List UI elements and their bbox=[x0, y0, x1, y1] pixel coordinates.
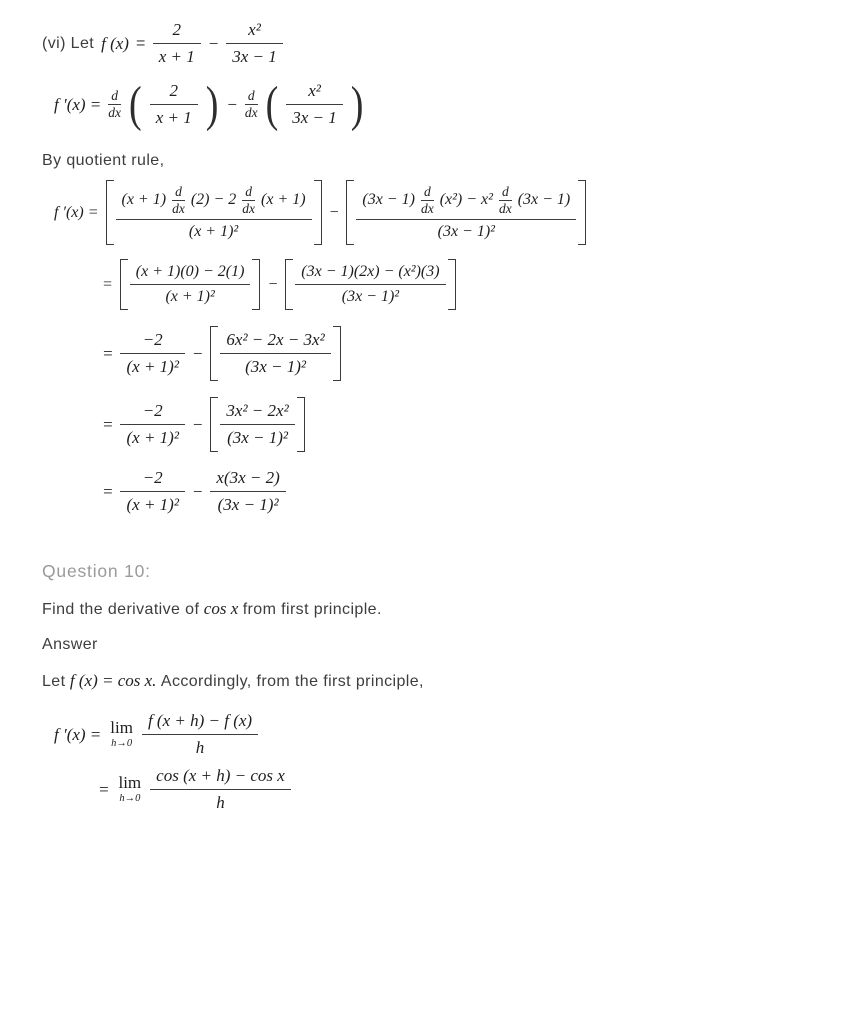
right-square-bracket bbox=[448, 259, 456, 310]
denominator: h bbox=[142, 734, 258, 758]
minus-operator: − bbox=[267, 275, 279, 293]
numerator: x(3x − 2) bbox=[216, 468, 280, 488]
left-square-bracket bbox=[210, 397, 218, 452]
bracket-content bbox=[128, 259, 253, 310]
equals-sign: = bbox=[102, 481, 114, 501]
equation-derivative-setup bbox=[54, 77, 818, 132]
d-dx-operator bbox=[245, 88, 258, 120]
numerator bbox=[116, 184, 312, 219]
bracket-group-right bbox=[346, 180, 586, 245]
fraction bbox=[295, 263, 445, 306]
d-token: d bbox=[245, 184, 253, 199]
equation-final-result bbox=[102, 468, 818, 515]
fraction-result bbox=[210, 468, 285, 515]
setup-text: Let bbox=[42, 673, 66, 691]
denominator: 3x − 1 bbox=[226, 43, 283, 67]
numerator: x² bbox=[248, 20, 261, 39]
denominator: (3x − 1)² bbox=[356, 219, 576, 241]
fraction-2-over-x-plus-1 bbox=[153, 20, 201, 67]
right-square-bracket bbox=[333, 326, 341, 381]
equation-vi-definition bbox=[42, 20, 818, 67]
math-token: (x + 1) bbox=[121, 191, 167, 209]
d-dx-operator bbox=[242, 184, 255, 216]
left-parenthesis: ( bbox=[265, 77, 279, 132]
bracket-group-left bbox=[120, 259, 261, 310]
right-square-bracket bbox=[314, 180, 322, 245]
equation-first-principle bbox=[54, 711, 818, 758]
right-square-bracket bbox=[578, 180, 586, 245]
numerator bbox=[356, 184, 576, 219]
prompt-text: from first principle. bbox=[242, 601, 382, 619]
dx-token: dx bbox=[172, 200, 185, 216]
equation-step-simplify-1 bbox=[102, 326, 818, 381]
equals-sign: = bbox=[102, 343, 114, 363]
lim-subscript: h→0 bbox=[111, 738, 133, 750]
fraction-minus2 bbox=[120, 330, 184, 377]
denominator: (x + 1)² bbox=[116, 219, 312, 241]
dx-token: dx bbox=[498, 200, 512, 216]
denominator: (x + 1)² bbox=[120, 424, 184, 448]
bracket-group-right bbox=[285, 259, 455, 310]
right-square-bracket bbox=[297, 397, 305, 452]
minus-operator: − bbox=[207, 33, 220, 53]
bracket-content bbox=[354, 180, 578, 245]
denominator: (3x − 1)² bbox=[210, 491, 285, 515]
fraction bbox=[220, 401, 294, 448]
bracket-content bbox=[114, 180, 314, 245]
math-token: (3x − 1) bbox=[517, 191, 571, 209]
denominator: x + 1 bbox=[153, 43, 201, 67]
left-square-bracket bbox=[346, 180, 354, 245]
prompt-text: Find the derivative of bbox=[42, 601, 200, 619]
bracket-content bbox=[218, 397, 296, 452]
numerator: 2 bbox=[169, 81, 178, 100]
fraction-minus2 bbox=[120, 468, 184, 515]
limit-operator bbox=[110, 719, 133, 750]
equation-cos-limit bbox=[98, 766, 818, 813]
limit-operator bbox=[118, 774, 141, 805]
numerator: 6x² − 2x − 3x² bbox=[226, 330, 325, 350]
lim-token: lim bbox=[118, 773, 142, 793]
f-of-x: f (x) bbox=[101, 33, 129, 53]
numerator: f (x + h) − f (x) bbox=[147, 711, 253, 731]
dx-token: dx bbox=[244, 105, 258, 120]
d-dx-operator bbox=[172, 184, 185, 216]
dx-token: dx bbox=[420, 200, 434, 216]
left-parenthesis: ( bbox=[129, 77, 142, 132]
fraction-xsq-over-3x-minus-1 bbox=[226, 20, 283, 67]
f-prime-lhs: f ′(x) = bbox=[54, 203, 99, 221]
denominator: (3x − 1)² bbox=[220, 353, 330, 377]
lim-subscript: h→0 bbox=[119, 793, 141, 805]
right-square-bracket bbox=[252, 259, 260, 310]
dx-token: dx bbox=[108, 105, 122, 120]
math-token: (x²) − x² bbox=[439, 191, 493, 209]
minus-operator: − bbox=[191, 414, 204, 434]
denominator: (x + 1)² bbox=[120, 353, 184, 377]
numerator: cos (x + h) − cos x bbox=[156, 766, 285, 786]
fraction bbox=[116, 184, 312, 241]
cos-difference-fraction bbox=[150, 766, 291, 813]
left-square-bracket bbox=[106, 180, 114, 245]
denominator: (x + 1)² bbox=[130, 284, 251, 306]
numerator: 3x² − 2x² bbox=[226, 401, 289, 421]
bracket-group bbox=[210, 326, 340, 381]
numerator: −2 bbox=[142, 401, 163, 421]
quotient-rule-text: By quotient rule, bbox=[42, 152, 165, 169]
denominator: (x + 1)² bbox=[120, 491, 184, 515]
numerator: −2 bbox=[142, 330, 163, 350]
equation-step-substitute bbox=[102, 259, 818, 310]
bracket-content bbox=[293, 259, 447, 310]
d-dx-operator bbox=[108, 88, 121, 120]
right-parenthesis: ) bbox=[205, 77, 219, 132]
math-token: (3x − 1) bbox=[362, 191, 415, 209]
left-square-bracket bbox=[285, 259, 293, 310]
denominator: (3x − 1)² bbox=[295, 284, 445, 306]
bracket-content bbox=[218, 326, 332, 381]
equation-step-simplify-2 bbox=[102, 397, 818, 452]
equals-sign: = bbox=[98, 779, 110, 799]
denominator: h bbox=[150, 789, 291, 813]
numerator: (x + 1)(0) − 2(1) bbox=[135, 263, 245, 281]
math-token: (x + 1) bbox=[261, 191, 306, 209]
setup-text: Accordingly, from the first principle, bbox=[160, 673, 424, 691]
f-equals-cos-x-math: f (x) = cos x. bbox=[69, 671, 157, 691]
numerator: (3x − 1)(2x) − (x²)(3) bbox=[301, 263, 440, 281]
fraction bbox=[130, 263, 251, 306]
equation-quotient-expansion bbox=[54, 180, 818, 245]
minus-operator: − bbox=[191, 343, 204, 363]
math-token: (2) − 2 bbox=[190, 191, 237, 209]
minus-operator: − bbox=[328, 203, 340, 221]
item-vi-label: (vi) Let bbox=[42, 34, 95, 52]
cos-x-math: cos x bbox=[203, 599, 239, 619]
f-prime-lhs: f ′(x) = bbox=[54, 94, 102, 114]
d-token: d bbox=[423, 184, 431, 199]
numerator: −2 bbox=[142, 468, 163, 488]
d-dx-operator bbox=[421, 184, 434, 216]
lim-token: lim bbox=[110, 718, 133, 738]
answer-setup-line bbox=[42, 671, 818, 691]
bracket-group bbox=[210, 397, 304, 452]
difference-quotient-fraction bbox=[142, 711, 258, 758]
d-dx-operator bbox=[499, 184, 512, 216]
f-prime-lhs: f ′(x) = bbox=[54, 724, 102, 744]
denominator: 3x − 1 bbox=[286, 104, 343, 128]
left-square-bracket bbox=[120, 259, 128, 310]
fraction-minus2 bbox=[120, 401, 184, 448]
equals-sign: = bbox=[102, 275, 113, 293]
d-token: d bbox=[111, 88, 119, 104]
dx-token: dx bbox=[242, 200, 256, 216]
left-square-bracket bbox=[210, 326, 218, 381]
question-10-heading: Question 10: bbox=[42, 561, 151, 582]
answer-label: Answer bbox=[42, 636, 98, 654]
numerator: x² bbox=[308, 81, 321, 100]
fraction-2-over-x-plus-1 bbox=[150, 81, 198, 128]
d-token: d bbox=[501, 184, 509, 199]
numerator: 2 bbox=[172, 20, 181, 39]
minus-operator: − bbox=[226, 94, 238, 114]
minus-operator: − bbox=[191, 481, 204, 501]
bracket-group-left bbox=[106, 180, 322, 245]
fraction bbox=[356, 184, 576, 241]
fraction-xsq-over-3x-minus-1 bbox=[286, 81, 343, 128]
question-10-prompt bbox=[42, 599, 818, 619]
equals-sign: = bbox=[135, 34, 146, 52]
denominator: (3x − 1)² bbox=[220, 424, 294, 448]
d-token: d bbox=[247, 88, 255, 104]
fraction bbox=[220, 330, 330, 377]
d-token: d bbox=[175, 184, 182, 199]
equals-sign: = bbox=[102, 414, 114, 434]
denominator: x + 1 bbox=[150, 104, 198, 128]
right-parenthesis: ) bbox=[350, 77, 364, 132]
